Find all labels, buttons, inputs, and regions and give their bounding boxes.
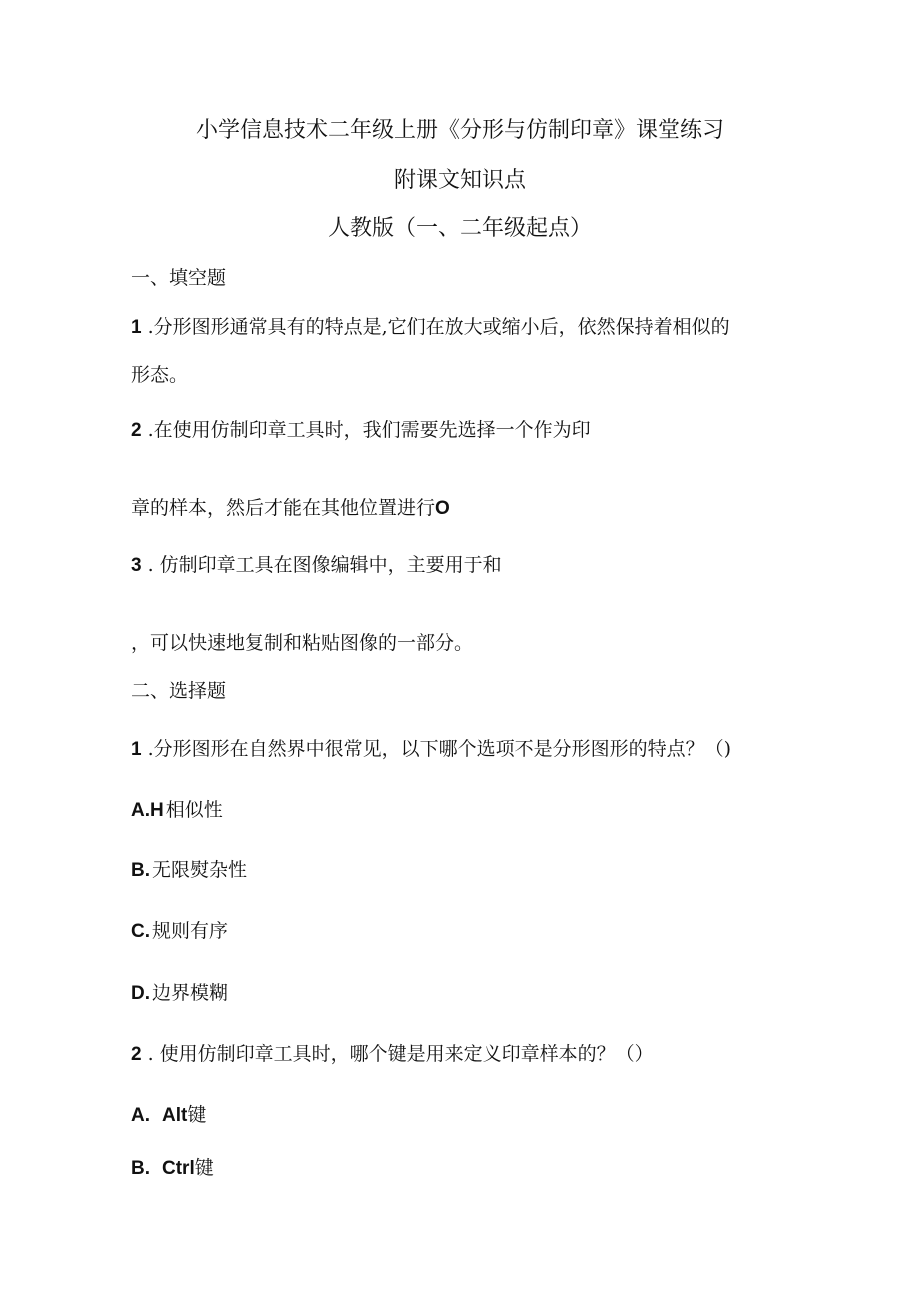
option-key: Ctrl: [162, 1158, 195, 1179]
choice-option-a: [131, 796, 223, 825]
question-number: 2: [131, 420, 142, 441]
fill-question-3-line-1: [131, 551, 502, 580]
option-label: A.H: [131, 800, 164, 821]
page-title: 小学信息技术二年级上册《分形与仿制印章》课堂练习: [195, 118, 724, 143]
option-key: Alt: [162, 1105, 188, 1126]
edition-label: 人教版（一、二年级起点）: [327, 216, 592, 241]
section-heading-multiple-choice: 二、选择题: [131, 680, 227, 702]
question-number: 2: [131, 1044, 142, 1065]
question-text: .分形图形通常具有的特点是,它们在放大或缩小后，依然保持着相似的: [147, 316, 730, 338]
choice-option-b: [131, 1154, 214, 1183]
option-text: 键: [187, 1104, 207, 1126]
question-number: 1: [131, 317, 142, 338]
fill-question-2-line-2: [131, 494, 450, 523]
question-text: .分形图形在自然界中很常见，以下哪个选项不是分形图形的特点？（): [147, 738, 732, 760]
fill-question-2-line-1: [131, 416, 591, 445]
option-label: A.: [131, 1105, 150, 1126]
question-text-end: O: [435, 498, 450, 519]
fill-question-1-line-1: [131, 313, 730, 342]
option-label: B.: [131, 860, 150, 881]
option-text: 键: [194, 1157, 214, 1179]
option-label: D.: [131, 983, 150, 1004]
section-heading-fill-blank: 一、填空题: [131, 267, 227, 289]
question-number: 1: [131, 739, 142, 760]
option-text: 相似性: [165, 799, 223, 821]
option-label: B.: [131, 1158, 150, 1179]
fill-question-1-line-2: 形态。: [131, 364, 189, 386]
question-number: 3: [131, 555, 142, 576]
choice-question-2: [131, 1040, 654, 1069]
question-text: 章的样本，然后才能在其他位置进行: [131, 497, 436, 519]
choice-option-b: [131, 856, 247, 885]
choice-option-c: [131, 917, 228, 946]
question-text: . 仿制印章工具在图像编辑中，主要用于和: [147, 554, 502, 576]
choice-option-d: [131, 979, 228, 1008]
choice-option-a: [131, 1101, 206, 1130]
option-text: 边界模糊: [152, 982, 229, 1004]
fill-question-3-line-2: ，可以快速地复制和粘贴图像的一部分。: [131, 632, 474, 654]
option-label: C.: [131, 921, 150, 942]
choice-question-1: [131, 735, 731, 764]
option-text: 无限熨杂性: [152, 859, 248, 881]
question-text: .在使用仿制印章工具时，我们需要先选择一个作为印: [147, 419, 591, 441]
option-text: 规则有序: [152, 920, 229, 942]
question-text: . 使用仿制印章工具时，哪个键是用来定义印章样本的？（）: [147, 1043, 654, 1065]
page-subtitle: 附课文知识点: [393, 168, 526, 193]
